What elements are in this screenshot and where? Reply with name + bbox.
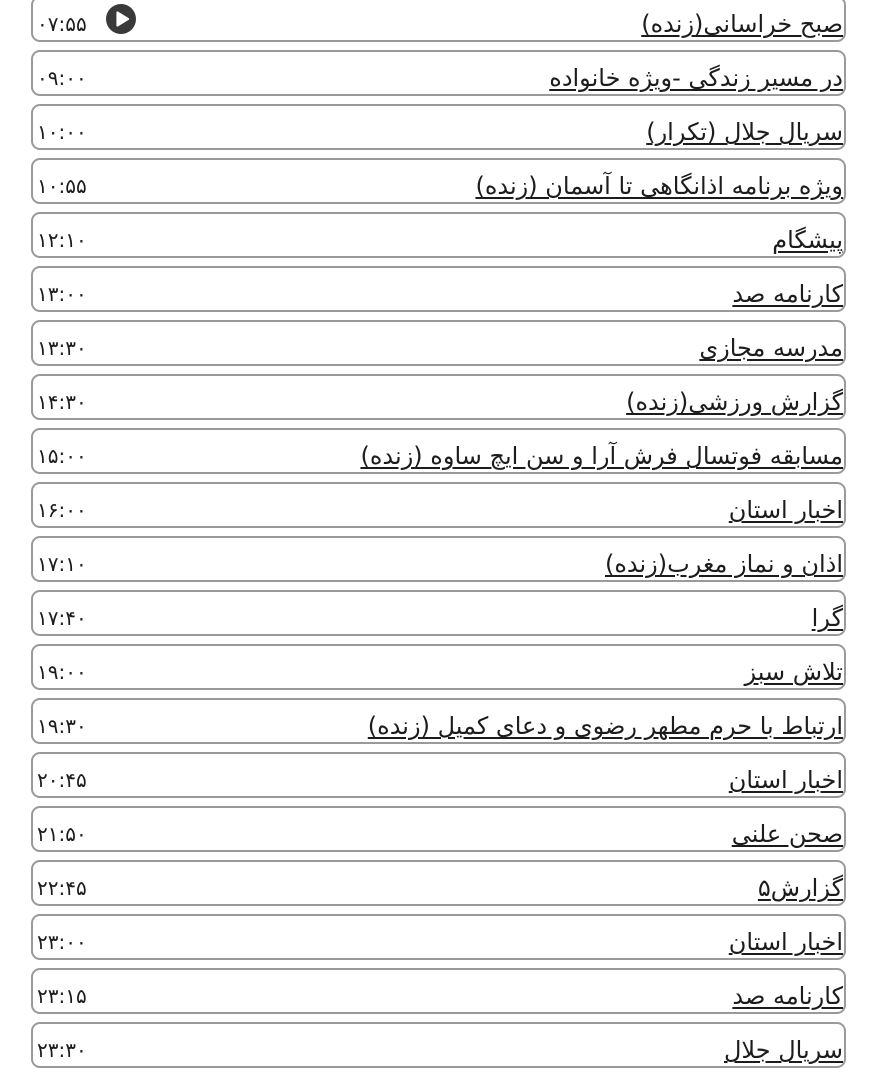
program-title[interactable]: صبح خراسانی(زنده) — [641, 10, 843, 38]
schedule-row[interactable] — [31, 806, 846, 852]
schedule-row[interactable] — [31, 752, 846, 798]
program-time: ۱۰:۰۰ — [37, 120, 87, 144]
program-time: ۱۹:۳۰ — [37, 714, 87, 738]
program-title[interactable]: اذان و نماز مغرب(زنده) — [604, 550, 843, 578]
program-title[interactable]: تلاش سبز — [744, 658, 843, 686]
play-icon[interactable] — [106, 4, 136, 34]
schedule-row[interactable] — [31, 590, 846, 636]
program-time: ۲۳:۱۵ — [37, 984, 87, 1008]
schedule-row[interactable] — [31, 860, 846, 906]
program-title[interactable]: ارتباط با حرم مطهر رضوی و دعای کمیل (زنده) — [367, 712, 843, 740]
schedule-row[interactable] — [31, 482, 846, 528]
schedule-row[interactable] — [31, 428, 846, 474]
schedule-row[interactable] — [31, 104, 846, 150]
program-title[interactable]: سریال جلال — [723, 1036, 843, 1064]
program-title[interactable]: مدرسه مجازی — [699, 334, 843, 362]
schedule-row[interactable] — [31, 320, 846, 366]
program-time: ۲۰:۴۵ — [37, 768, 87, 792]
program-time: ۱۳:۰۰ — [37, 282, 87, 306]
schedule-row-now-playing[interactable] — [31, 0, 846, 42]
program-title[interactable]: گرا — [811, 604, 843, 632]
program-time: ۱۶:۰۰ — [37, 498, 87, 522]
program-time: ۱۹:۰۰ — [37, 660, 87, 684]
program-title[interactable]: اخبار استان — [728, 766, 843, 794]
schedule-row[interactable] — [31, 50, 846, 96]
program-time: ۱۵:۰۰ — [37, 444, 87, 468]
schedule-row[interactable] — [31, 536, 846, 582]
program-title[interactable]: سریال جلال (تکرار) — [646, 118, 843, 146]
schedule-row[interactable] — [31, 644, 846, 690]
schedule-row[interactable] — [31, 968, 846, 1014]
program-time: ۰۹:۰۰ — [37, 66, 87, 90]
program-time: ۱۰:۵۵ — [37, 174, 87, 198]
program-title[interactable]: ویژه برنامه اذانگاهی تا آسمان (زنده) — [475, 172, 843, 200]
program-time: ۱۲:۱۰ — [37, 228, 87, 252]
schedule-row[interactable] — [31, 698, 846, 744]
schedule-row[interactable] — [31, 266, 846, 312]
program-title[interactable]: گزارش۵ — [757, 874, 843, 902]
program-time: ۱۳:۳۰ — [37, 336, 87, 360]
program-title[interactable]: پیشگام — [772, 226, 843, 254]
program-title[interactable]: اخبار استان — [728, 496, 843, 524]
program-time: ۱۷:۱۰ — [37, 552, 87, 576]
schedule-row[interactable] — [31, 212, 846, 258]
program-title[interactable]: کارنامه صد — [732, 982, 843, 1010]
program-time: ۲۲:۴۵ — [37, 876, 87, 900]
schedule-row[interactable] — [31, 914, 846, 960]
program-time: ۲۳:۳۰ — [37, 1038, 87, 1062]
schedule-row[interactable] — [31, 374, 846, 420]
program-time: ۱۷:۴۰ — [37, 606, 87, 630]
program-title[interactable]: مسابقه فوتسال فرش آرا و سن ایچ ساوه (زنده) — [360, 442, 843, 470]
program-time: ۱۴:۳۰ — [37, 390, 87, 414]
program-time: ۲۱:۵۰ — [37, 822, 87, 846]
program-title[interactable]: صحن علنی — [731, 820, 843, 848]
program-title[interactable]: در مسیر زندگی -ویژه خانواده — [549, 64, 843, 92]
program-time: ۰۷:۵۵ — [37, 12, 87, 36]
schedule-row[interactable] — [31, 158, 846, 204]
program-title[interactable]: گزارش ورزشی(زنده) — [626, 388, 843, 416]
program-title[interactable]: اخبار استان — [728, 928, 843, 956]
program-time: ۲۳:۰۰ — [37, 930, 87, 954]
program-title[interactable]: کارنامه صد — [732, 280, 843, 308]
schedule-row[interactable] — [31, 1022, 846, 1068]
